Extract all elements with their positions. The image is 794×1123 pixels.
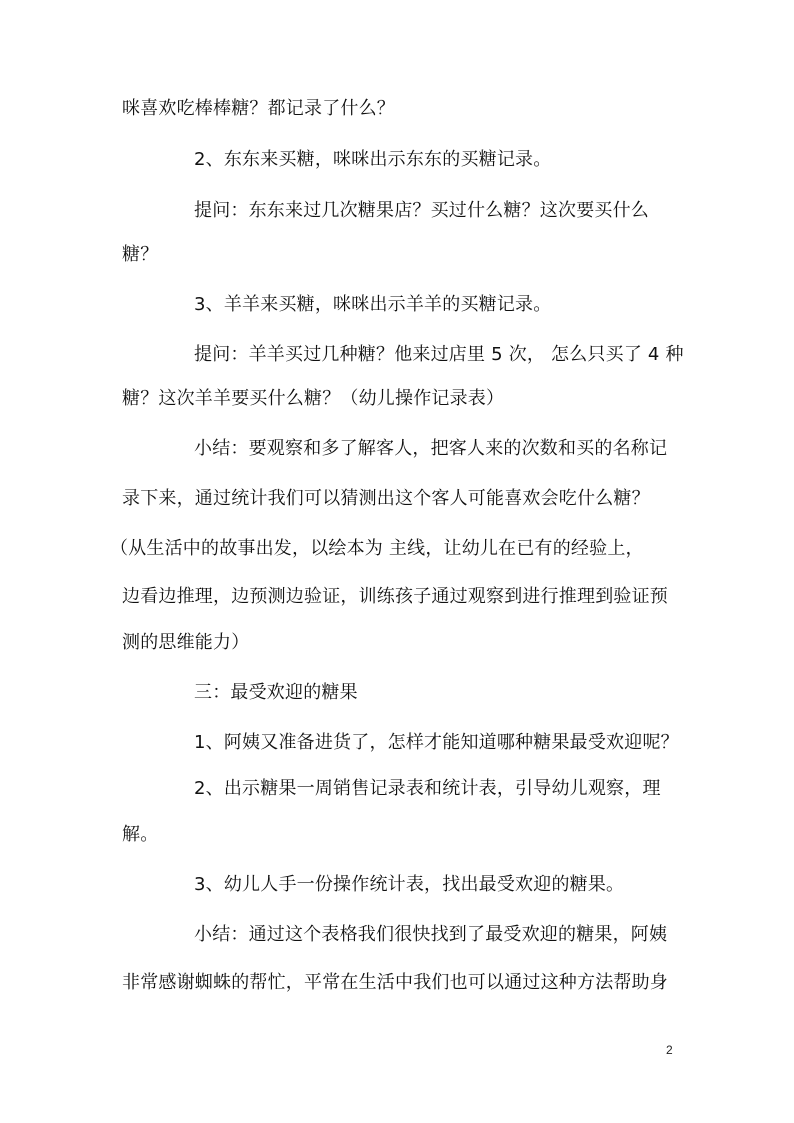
page-number: 2 [666, 1043, 673, 1057]
text-line: 测的思维能力） [122, 632, 250, 653]
text-line: 提问：东东来过几次糖果店？买过什么糖？这次要买什么 [194, 200, 649, 221]
text-line: 2、出示糖果一周销售记录表和统计表，引导幼儿观察，理 [194, 778, 661, 799]
text-line: 3、幼儿人手一份操作统计表，找出最受欢迎的糖果。 [194, 874, 625, 895]
text-line: 咪喜欢吃棒棒糖？都记录了什么？ [122, 98, 395, 119]
text-line: 录下来，通过统计我们可以猜测出这个客人可能喜欢会吃什么糖？ [122, 488, 650, 509]
text-line: 2、东东来买糖，咪咪出示东东的买糖记录。 [194, 149, 552, 170]
text-line: 提问：羊羊买过几种糖？他来过店里 5 次， 怎么只买了 4 种 [194, 344, 684, 365]
text-line: （从生活中的故事出发，以绘本为 主线，让幼儿在已有的经验上， [110, 538, 644, 559]
text-line: 边看边推理，边预测边验证，训练孩子通过观察到进行推理到验证预 [122, 586, 668, 607]
section-heading: 三：最受欢迎的糖果 [194, 682, 358, 703]
text-line: 非常感谢蜘蛛的帮忙，平常在生活中我们也可以通过这种方法帮助身 [122, 972, 668, 993]
text-line: 小结：要观察和多了解客人，把客人来的次数和买的名称记 [194, 438, 668, 459]
text-line: 1、阿姨又准备进货了，怎样才能知道哪种糖果最受欢迎呢？ [194, 732, 679, 753]
text-line: 3、羊羊来买糖，咪咪出示羊羊的买糖记录。 [194, 294, 552, 315]
text-line: 解。 [122, 824, 159, 845]
text-line: 糖？这次羊羊要买什么糖？（幼儿操作记录表） [122, 388, 505, 409]
text-line: 糖？ [122, 244, 159, 265]
text-line: 小结：通过这个表格我们很快找到了最受欢迎的糖果，阿姨 [194, 924, 668, 945]
